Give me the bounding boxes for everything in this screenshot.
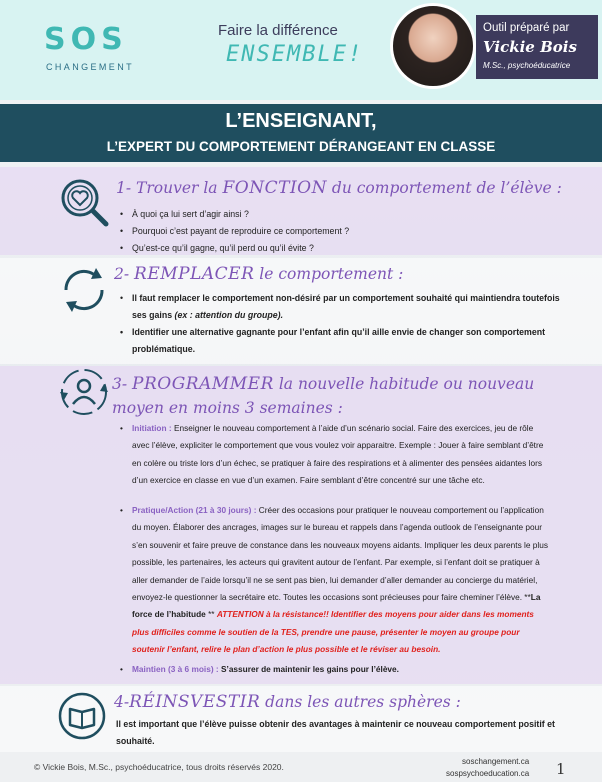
- tagline-line2: ENSEMBLE!: [226, 42, 364, 67]
- list-item: [120, 420, 552, 490]
- section-2-bullets: [120, 290, 560, 358]
- section-1-title: [116, 178, 562, 198]
- section-4-title: [114, 692, 461, 712]
- book-icon: [58, 692, 114, 748]
- initiation-text: Enseigner le nouveau comportement à l’aide d’un scénario social. Faire des exercices, jeu de rôle avec l’élève, expliciter le comportement que vous voulez voir apparaitre. Exemple : Jouer à faire semblant d’être en colère ou triste lors d’un échec, se pratiquer à faire des respirations et à alimenter des pensées aidantes lors d’un exercice en classe en vue d’un examen. Faire semblant d’être concentré sur une tâche etc.: [132, 423, 544, 486]
- section-3-title-pre: 3-: [112, 375, 133, 393]
- pratique-warning: ATTENTION à la résistance!! Identifier des moyens pour aider dans les moments plus difficiles comme le soutien de la TES, prendre une pause, présenter le moyen au groupe pour soutenir l’enfant, relire le plan d’action le plus possible et le réviser au besoin.: [132, 609, 534, 655]
- page-title: L’ENSEIGNANT,: [225, 110, 377, 132]
- magnifier-heart-icon: [56, 174, 112, 230]
- logo-subtitle: CHANGEMENT: [46, 62, 135, 72]
- section-1-title-keyword: FONCTION: [222, 178, 327, 198]
- pratique-stars: **: [205, 609, 217, 620]
- copyright: © Vickie Bois, M.Sc., psychoéducatrice, tous droits réservés 2020.: [34, 762, 284, 772]
- section-1-title-post: du comportement de l’élève :: [326, 179, 562, 197]
- logo: [44, 22, 149, 77]
- section-3-title-post: la nouvelle habitude ou nouveau moyen en moins 3 semaines :: [112, 375, 535, 417]
- section-2-title: [114, 264, 403, 284]
- initiation-label: Initiation :: [132, 423, 172, 433]
- section-3-pratique: [120, 502, 552, 659]
- bullet-example: (ex : attention du groupe).: [174, 310, 284, 320]
- section-1-title-pre: 1- Trouver la: [116, 179, 223, 197]
- page-subtitle: L’EXPERT DU COMPORTEMENT DÉRANGEANT EN CLASSE: [106, 139, 496, 154]
- author-credentials: M.Sc., psychoéducatrice: [483, 61, 571, 70]
- section-3-title-keyword: PROGRAMMER: [132, 374, 274, 394]
- list-item: • Pourquoi c’est payant de reproduire ce comportement ?: [120, 223, 560, 240]
- header: [0, 0, 602, 100]
- list-item: • Qu’est-ce qu’il gagne, qu’il perd ou qu’il évite ?: [120, 240, 560, 257]
- pratique-label: Pratique/Action (21 à 30 jours) :: [132, 505, 257, 515]
- section-4-title-pre: 4-: [114, 693, 130, 711]
- section-1-bullets: [120, 206, 560, 257]
- section-3-maintien: [120, 661, 552, 678]
- section-3-title: [112, 372, 562, 420]
- section-4-title-keyword: RÉINSVESTIR: [129, 692, 261, 712]
- tagline-line1: Faire la différence: [218, 22, 338, 39]
- list-item: [120, 661, 552, 678]
- author-photo: [390, 3, 476, 89]
- section-2-title-keyword: REMPLACER: [134, 264, 255, 284]
- footer-link[interactable]: sospsychoeducation.ca: [446, 769, 530, 778]
- bullet-text: Il faut remplacer le comportement non-désiré par un comportement souhaité qui maintiendra toutefois ses gains: [132, 293, 560, 320]
- section-4-text: Il est important que l’élève puisse obtenir des avantages à maintenir ce nouveau comportement positif et souhaité.: [116, 719, 555, 747]
- section-2-title-pre: 2-: [114, 265, 135, 283]
- page-number: 1: [556, 760, 566, 778]
- section-4-title-post: dans les autres sphères :: [260, 693, 461, 711]
- maintien-label: Maintien (3 à 6 mois) :: [132, 664, 219, 674]
- list-item: • À quoi ça lui sert d’agir ainsi ?: [120, 206, 560, 223]
- person-arrows-icon: [56, 364, 112, 420]
- footer-sites: [446, 756, 529, 780]
- list-item: [120, 290, 560, 324]
- author-name: Vickie Bois: [483, 38, 577, 56]
- footer-link[interactable]: soschangement.ca: [462, 757, 530, 766]
- prepared-by-label: Outil préparé par: [483, 22, 570, 34]
- section-2-title-post: le comportement :: [254, 265, 404, 283]
- pratique-bold: La force de l’habitude: [132, 592, 541, 620]
- logo-text: SOS: [44, 22, 128, 57]
- section-3-initiation: [120, 420, 552, 490]
- list-item: [120, 502, 552, 659]
- list-item: • Identifier une alternative gagnante pour l’enfant afin qu’il aille envie de changer son comportement problématique.: [120, 324, 560, 358]
- pratique-text: Créer des occasions pour pratiquer le nouveau comportement ou l’application du moyen. Élaborer des ancrages, images sur le bureau et rappels dans l’agenda outlook de l’enseignante pour s’en souvenir et faire preuve de constance dans les nouveaux moyens aidants. Impliquer les deux parents le plus possible, les partenaires, les acteurs qui gravitent autour de l’enfant. Par exemple, si l’enfant doit se pratiquer à aller demander de l’aide lorsqu’il ne se sent pas bien, lui demander d’aller demander au concierge du matériel, envoyez-le questionner la secrétaire etc. Toutes les occasions sont précieuses pour faire cheminer l’élève. **: [132, 505, 549, 603]
- maintien-text: S’assurer de maintenir les gains pour l’élève.: [218, 664, 399, 674]
- cycle-arrows-icon: [56, 262, 112, 318]
